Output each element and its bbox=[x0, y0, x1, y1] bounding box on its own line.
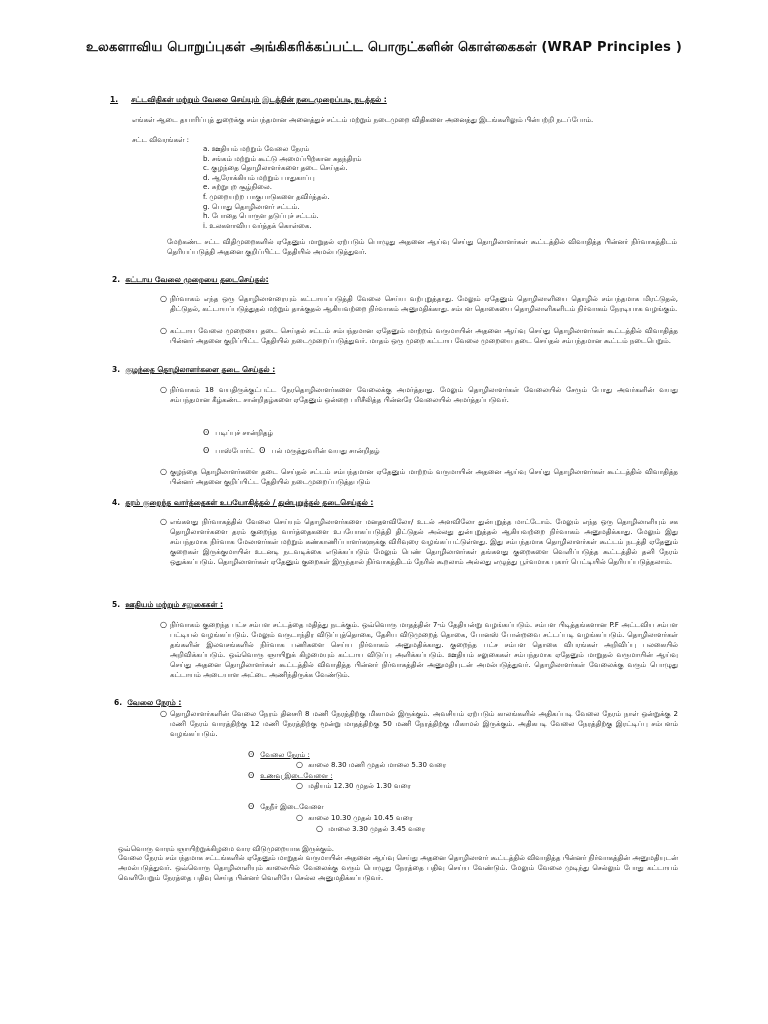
bullet-text: நிர்வாகம் எந்த ஒரு தொழிலாளரையும் கட்டாயப்படுத்தி வேலை செய்ய வற்புறுத்தாது. மேலும் ஏதேனும் தொழிலாளியை தொழில் சம்பந்தமாக மிரட்டுதல், திட்டுதல், கட்டாயப்படுத்துதல் மற்றும் தாக்குதல் ஆகியவற்றை நிர்வாகம் அனுமதிக்காது. சம்பள தொகையை தொழிலாளிகளிடம் நிர்வாகம் நேரடியாக வழங்கும். bbox=[170, 295, 678, 313]
bullet-circle-icon: ○ bbox=[160, 709, 167, 718]
clock-bullet-icon: ʘ bbox=[248, 802, 255, 811]
section-2-heading bbox=[112, 275, 269, 285]
bullet-circle-icon: ○ bbox=[160, 385, 167, 394]
bullet-circle-icon: ○ bbox=[316, 824, 323, 833]
work-time-value bbox=[296, 760, 446, 770]
list-item: f. முறையற்ற பாகுபாடுகளை தவிர்த்தல். bbox=[203, 192, 330, 201]
section-5-bullet-1 bbox=[160, 620, 678, 680]
lunch-break-label bbox=[248, 771, 333, 781]
bullet-circle-icon: ○ bbox=[160, 467, 167, 476]
section-1-heading bbox=[110, 95, 387, 105]
section-1-number: 1. bbox=[110, 95, 119, 104]
lunch-break-value bbox=[296, 781, 411, 791]
bullet-text: நிர்வாகம் 18 வயதிருக்குட்பட்ட நேரதொழிலாளர்களை வேலைக்கு அமர்த்தாது. மேலும் தொழிலாளர்கள் வேலையில் சேரும் போது அவர்களின் வயது சம்பந்தமான கீழ்கண்ட சான்றிதழ்களை ஏதேனும் ஒன்றை பரிசீலித்த பின்னரே வேலையில் அமர்த்தப்படுவர். bbox=[170, 386, 678, 404]
tea-break-value-1 bbox=[296, 813, 413, 823]
section-6-title: வேலை நேரம் : bbox=[127, 698, 182, 707]
section-4-bullet-1 bbox=[160, 517, 678, 567]
clock-bullet-icon: ʘ bbox=[248, 750, 255, 759]
list-item: e. சுற்றுபுற சூழ்நிலை. bbox=[203, 183, 272, 192]
section-3-number: 3. bbox=[112, 365, 121, 374]
list-item: g. பொது தொழிலாளர் சட்டம். bbox=[203, 202, 300, 211]
bullet-text: குழந்தை தொழிலாளர்களை தடை செய்தல் சட்டம் சம்பந்தமான ஏதேனும் மாற்றம் வருமாயின் அதனை ஆய்வு செய்து தொழிலாளர்கள் கூட்டத்தில் விவாதித்த பின்னர் அதனை குறிப்பிட்ட தேதியில் நடைமுறைப்படுத்தபடும் bbox=[170, 468, 678, 486]
work-time-label bbox=[248, 750, 310, 760]
bullet-circle-icon: ○ bbox=[160, 517, 167, 526]
doc-item-text: படிப்புச் சான்றிதழ் bbox=[215, 429, 274, 437]
section-3-bullet-1 bbox=[160, 385, 678, 405]
tea-break-label bbox=[248, 802, 324, 812]
section-3-title: குழந்தை தொழிலாளர்களை தடை செய்தல் : bbox=[125, 365, 276, 374]
clock-bullet-icon: ʘ bbox=[259, 446, 266, 455]
lunch-break-text: மதியம் 12.30 முதல் 1.30 வரை bbox=[308, 782, 411, 790]
section-5-heading bbox=[112, 600, 223, 610]
section-4-heading bbox=[112, 498, 373, 508]
list-item: a. ஊதியம் மற்றும் வேலை நேரம் bbox=[203, 145, 310, 153]
tea-break-text: காலை 10.30 முதல் 10.45 வரை bbox=[308, 814, 413, 822]
section-1-outro: மேற்கண்ட சட்ட விதிமுறைகளில் ஏதேனும் மாறுதல் ஏற்படும் பொழுது அதனை ஆய்வு செய்து தொழிலாளர்கள் கூட்டத்தில் விவாதித்த பின்னர் நிர்வாகத்திடம் தெரியப்படுத்தி அதனை குறிப்பிட்ட தேதியில் அமல்படுத்துவர். bbox=[167, 238, 677, 256]
section-6-number: 6. bbox=[114, 698, 123, 707]
bullet-circle-icon: ○ bbox=[296, 781, 303, 790]
bullet-circle-icon: ○ bbox=[160, 326, 167, 335]
list-item: c. குழந்தை தொழிலாளர்களை தடை செய்தல். bbox=[203, 164, 348, 173]
work-time-heading: வேலை நேரம் : bbox=[260, 751, 310, 759]
section-4-title: தரம் குறைந்த வார்த்தைகள் உபயோகித்தல் / துன்புறுத்தல் தடைசெய்தல் : bbox=[125, 498, 374, 507]
section-3-bullet-2 bbox=[160, 467, 678, 487]
list-item: b. சங்கம் மற்றும் கூட்டு அமைப்பிற்கான சுதந்திரம் bbox=[203, 154, 362, 163]
doc-item-text: பல் மருத்துவரின் வயது சான்றிதழ் bbox=[271, 447, 380, 455]
list-item: h. போதை பொருள தடுப்புச் சட்டம். bbox=[203, 212, 319, 221]
bullet-circle-icon: ○ bbox=[160, 620, 167, 629]
work-time-text: காலை 8.30 மணி முதல் மாலை 5.30 வரை bbox=[308, 761, 447, 769]
section-5-title: ஊதியம் மற்றும் சலுகைகள் : bbox=[125, 600, 223, 609]
section-1-sub-label: சட்ட விவரங்கள் : bbox=[132, 136, 190, 144]
doc-item-2 bbox=[203, 446, 380, 456]
bullet-text: எங்களது நிர்வாகத்தில் வேலை செய்யும் தொழிலாளர்களை மனதளவிலோ/ உடல் அளவிலோ துன்புறுத்த மாட்டோம். மேலும் எந்த ஒரு தொழிலாளியும் சக தொழிலாளர்களை தரம் குறைந்த வார்த்தைகளை உபயோகப்படுத்தி திட்டுதல் அல்லது துன்புறுத்தல் ஆகியவற்றை நிர்வாகம் அனுமதிக்காது. மேலும் இது சம்பந்தமாக நிர்வாக மேலாளர்கள் மற்றும் கண்காணிப்பாளர்களுக்கு விரிவுரை வழங்கப்பட்டுள்ளது. இது சம்பந்தமாக தொழிலாளர்கள் கூட்டம் நடத்தி ஏதேனும் குறைகள் இருக்குமாயின் உடனடி நடவடிக்கை எடுக்கப்படும் மேலும் பெண் தொழிலாளர்கள் தங்களது குறைகளை வெளிப்படுத்த கூட்டத்தில் தனி நேரம் ஒதுக்கப்படும். தொழிலாளர்கள் ஏதேனும் குறைகள் இருந்தால் நிர்வாகத்திடம் நேரில் கூறலாம் அல்லது எழுத்து பூர்வமாக புகார் பெட்டியில் தெரியப்படுத்தலாம். bbox=[170, 518, 678, 566]
bullet-text: நிர்வாகம் குறைந்த பட்ச சம்பள சட்டத்தை மதித்து நடக்கும். ஒவ்வொரு மாதத்தின் 7-ம் தேதியன்று வழங்கப்படும். சம்பள பிடித்தங்களான P.F அட்டவிய சம்பள பட்டியல் வழங்கப்படும். மேலும் வருடாந்திர விடுப்புத்தொகை, தேசிய விடுமுறைத் தொகை, போனஸ் போன்றவை சட்டப்படி வழங்கப்படும். தொழிலாளர்கள் தங்களின் இலவசங்களில் நிர்வாக பணிகளை செய்ய நிர்வாகம் அனுமதிக்காது. குறைந்த பட்ச சம்பள தொகை விபரங்கள் அறிவிப்பு பலகையில் அறிவிக்கப்படும். ஒவ்வொரு ஞாயிறுக் கிழமையும் கட்டாய விடுப்பு அளிக்கப்படும். ஊதியம் சலுகைகள் சம்பந்தமாக ஏதேனும் மாறுதல் வருமாயின் ஆய்வு செய்து அதனை தொழிலாளர்கள் கூட்டத்தில் விவாதித்த பின்னர் நிர்வாகத்தின் அனுமதியுடன் அமல்படுத்துவர். தொழிலாளர்கள் வேலைக்கு வரும் பொழுது கட்டாயம் அடையாள அட்டை அணிந்திருக்க வேண்டும். bbox=[170, 621, 678, 679]
tea-break-heading: தேநீர் இடைவேளை bbox=[260, 803, 324, 811]
section-2-title: கட்டாய வேலை முறையை தடைசெய்தல்: bbox=[125, 275, 269, 284]
tea-break-value-2 bbox=[316, 824, 425, 834]
section-2-number: 2. bbox=[112, 275, 121, 284]
footer-paragraph: வேலை நேரம் சம்பந்தமாக சட்டங்களில் ஏதேனும் மாறுதல் வருமாயின் அதனை ஆய்வு செய்து அதனை தொழிலாளர் கூட்டத்தில் விவாதித்த பின்னர் நிர்வாகத்தின் அனுமதியுடன் அமல்படுத்துவர். ஒவ்வொரு தொழிலாளியும் காலையில் வேலைக்கு வரும் பொழுது நேரத்தை பதிவு செய்ய வேண்டும். மேலும் வேலை முடிந்து செல்லும் போது கட்டாயம் வெளியேறும் நேரத்தை பதிவு செய்த பின்னர் வெளியே செல்ல அனுமதிக்கப்படுவர். bbox=[118, 854, 678, 882]
doc-item-text: பாஸ்போர்ட் bbox=[215, 447, 255, 455]
footer-line-1: ஒவ்வொரு வாரம் ஞாயிற்றுக்கிழமை வார விடுமுறையாக இருக்கும். bbox=[118, 845, 334, 853]
section-1-title: சட்டவிதிகள் மற்றும் வேலை செய்யும் இடத்தின் நடைமுறைப்படி நடத்தல் : bbox=[131, 95, 387, 104]
section-6-heading bbox=[114, 698, 181, 708]
law-list bbox=[203, 145, 563, 231]
doc-item-1 bbox=[203, 428, 273, 438]
bullet-text: கட்டாய வேலை முறையை தடை செய்தல் சட்டம் சம்பந்தமான ஏதேனும் மாற்றம் வருமாயின் அதனை ஆய்வு செய்து தொழிலாளர்கள் கூட்டத்தில் விவாதித்த பின்னர் அதனை குறிப்பிட்ட தேதியில் நடைமுறைப்படுத்துவர். மாதம் ஒரு முறை கட்டாய வேலை முறையை தடை செய்தல் சம்பந்தமான கூட்டம் நடைபெறும். bbox=[170, 327, 678, 345]
bullet-text: தொழிலாளர்களின் வேலை நேரம் தினசரி 8 மணி நேரத்திற்கு மிகாமல் இருக்கும். அவசியம் ஏற்படும் காலங்களில் அதிகப்படி வேலை நேரம் நாள் ஒன்றுக்கு 2 மணி நேரம் வாரத்திற்கு 12 மணி நேரத்திற்கு மூன்று மாதத்திற்கு 50 மணி நேரத்திற்கு மிகாமல் இருக்கும். அதிகபடி வேலை நேரத்திற்கு இரட்டிப்பு சம்பளம் வழங்கப்படும். bbox=[170, 710, 678, 738]
list-item: i. உலகளாவிய வர்த்தக் கொள்கை. bbox=[203, 221, 312, 230]
clock-bullet-icon: ʘ bbox=[248, 771, 255, 780]
lunch-break-heading: உணவு இடைவேளை : bbox=[260, 772, 333, 780]
bullet-circle-icon: ○ bbox=[296, 760, 303, 769]
page-title: உலகளாவிய பொறுப்புகள் அங்கிகரிக்கப்பட்ட பொருட்களின் கொள்கைகள் (WRAP Principles ) bbox=[86, 40, 682, 55]
section-5-number: 5. bbox=[112, 600, 121, 609]
section-2-bullet-1 bbox=[160, 294, 678, 314]
bullet-circle-icon: ○ bbox=[296, 813, 303, 822]
list-item: d. ஆரோக்கியம் மற்றும் பாதுகாப்பு bbox=[203, 173, 315, 182]
clock-bullet-icon: ʘ bbox=[203, 428, 210, 437]
clock-bullet-icon: ʘ bbox=[203, 446, 210, 455]
section-6-bullet-1 bbox=[160, 709, 678, 739]
section-3-heading bbox=[112, 365, 275, 375]
section-1-intro: எங்கள் ஆடை தயாரிப்புத் துறைக்கு சம்பந்தமான அனைத்துச் சட்டம் மற்றும் நடைமுறை விதிகளை அனைத்து இடங்களிலும் பின்பற்றி நடப்போம். bbox=[132, 116, 594, 124]
tea-break-text: மாலை 3.30 முதல் 3.45 வரை bbox=[328, 825, 426, 833]
section-2-bullet-2 bbox=[160, 326, 678, 346]
section-4-number: 4. bbox=[112, 498, 121, 507]
bullet-circle-icon: ○ bbox=[160, 294, 167, 303]
